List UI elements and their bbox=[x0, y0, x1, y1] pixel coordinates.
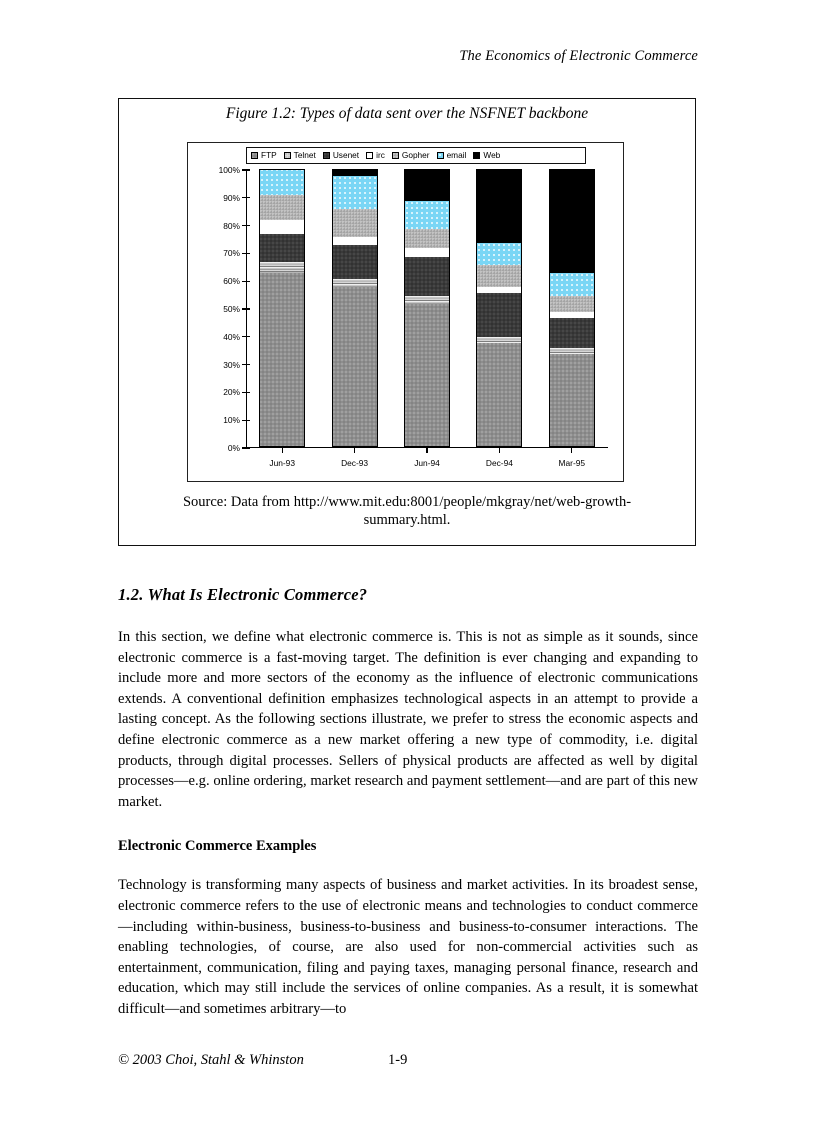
segment-usenet bbox=[477, 293, 521, 337]
segment-irc bbox=[405, 248, 449, 256]
legend-label: FTP bbox=[261, 150, 277, 161]
ftp-swatch-icon bbox=[251, 152, 258, 159]
segment-ftp bbox=[260, 273, 304, 445]
segment-web bbox=[477, 169, 521, 243]
segment-gopher bbox=[550, 296, 594, 313]
segment-gopher bbox=[260, 195, 304, 220]
usenet-swatch-icon bbox=[323, 152, 330, 159]
y-axis-tick-label: 10% bbox=[223, 415, 240, 426]
y-axis-tick bbox=[242, 420, 250, 421]
legend-item-irc bbox=[366, 151, 385, 159]
y-axis-tick bbox=[242, 308, 250, 309]
x-axis-tick bbox=[426, 448, 427, 453]
y-axis-tick bbox=[242, 225, 250, 226]
segment-telnet bbox=[477, 337, 521, 343]
chart-legend bbox=[246, 147, 586, 164]
figure-caption: Figure 1.2: Types of data sent over the NSFNET backbone bbox=[225, 105, 589, 122]
y-axis-tick bbox=[242, 281, 250, 282]
segment-irc bbox=[260, 220, 304, 234]
y-axis-tick-label: 70% bbox=[223, 248, 240, 259]
paragraph-2: Technology is transforming many aspects of business and market activities. In its broadest sense, electronic commerce refers to the use of electronic means and technologies to conduct commerce—including within-business, business-to-business and business-to-consumer interactions. The enabling technologies, of course, are also used for non-commercial activities such as entertainment, communication, filing and paying taxes, managing personal finance, research and education, which may still include the services of online companies. As a result, it is somewhat difficult—and sometimes arbitrary—to bbox=[118, 877, 698, 1017]
segment-ftp bbox=[477, 343, 521, 446]
segment-usenet bbox=[260, 234, 304, 262]
y-axis-tick-label: 30% bbox=[223, 359, 240, 370]
y-axis-tick bbox=[242, 197, 250, 198]
x-axis-tick bbox=[354, 448, 355, 453]
paragraph-1: In this section, we define what electronic commerce is. This is not as simple as it sounds, since electronic commerce is a fast-moving target. The definition is ever changing and expanding to include more and more sectors of the economy as the influence of electronic communications extends. A conventional definition emphasizes technological aspects in an attempt to provide a lasting concept. As the following sections illustrate, we prefer to stress the economic aspects and define electronic commerce as a new market offering a new type of commodity, i.e. digital products, through digital processes. Sellers of physical products are affected as well by digital processes—e.g. online ordering, market research and payment settlement—and are part of this new market. bbox=[118, 629, 698, 810]
segment-telnet bbox=[550, 348, 594, 354]
x-axis-tick bbox=[282, 448, 283, 453]
legend-item-telnet bbox=[284, 151, 316, 159]
running-head: The Economics of Electronic Commerce bbox=[459, 48, 698, 64]
segment-email bbox=[550, 273, 594, 295]
legend-label: Web bbox=[483, 150, 501, 161]
segment-ftp bbox=[405, 304, 449, 446]
legend-item-gopher bbox=[392, 151, 430, 159]
footer-page-number: 1-9 bbox=[388, 1052, 408, 1068]
bar-mar-95 bbox=[549, 169, 595, 447]
chart-frame bbox=[187, 142, 624, 482]
segment-telnet bbox=[260, 262, 304, 273]
y-axis-tick bbox=[242, 447, 250, 448]
legend-item-ftp bbox=[251, 151, 277, 159]
email-swatch-icon bbox=[437, 152, 444, 159]
irc-swatch-icon bbox=[366, 152, 373, 159]
y-axis-tick-label: 50% bbox=[223, 304, 240, 314]
legend-item-web bbox=[473, 151, 500, 159]
telnet-swatch-icon bbox=[284, 152, 291, 159]
y-axis-tick bbox=[242, 336, 250, 337]
bar-jun-94 bbox=[404, 169, 450, 447]
y-axis-tick bbox=[242, 364, 250, 365]
body-content bbox=[118, 585, 698, 1020]
figure-box bbox=[118, 98, 696, 546]
y-axis-tick bbox=[242, 392, 250, 393]
x-axis-tick-label: Jun-94 bbox=[414, 458, 440, 468]
chart-plot-area bbox=[218, 165, 608, 468]
legend-label: Telnet bbox=[293, 150, 316, 161]
x-axis-tick bbox=[571, 448, 572, 453]
footer-copyright: © 2003 Choi, Stahl & Whinston bbox=[118, 1052, 304, 1068]
legend-item-email bbox=[437, 151, 467, 159]
x-axis-tick-label: Jun-93 bbox=[269, 458, 295, 468]
segment-email bbox=[477, 243, 521, 265]
segment-gopher bbox=[405, 229, 449, 248]
segment-email bbox=[405, 201, 449, 229]
segment-irc bbox=[477, 287, 521, 293]
segment-gopher bbox=[477, 265, 521, 287]
gopher-swatch-icon bbox=[392, 152, 399, 159]
segment-telnet bbox=[333, 279, 377, 287]
y-axis-tick-label: 40% bbox=[223, 331, 240, 342]
legend-item-usenet bbox=[323, 151, 359, 159]
segment-usenet bbox=[333, 245, 377, 278]
x-axis-tick-label: Mar-95 bbox=[558, 458, 586, 468]
y-axis-tick-label: 20% bbox=[223, 387, 240, 398]
segment-ftp bbox=[550, 354, 594, 446]
segment-telnet bbox=[405, 296, 449, 304]
segment-web bbox=[405, 169, 449, 201]
x-axis-tick bbox=[499, 448, 500, 453]
segment-email bbox=[260, 169, 304, 196]
x-axis-tick-label: Dec-94 bbox=[485, 458, 513, 468]
x-axis-tick-label: Dec-93 bbox=[341, 458, 369, 468]
segment-usenet bbox=[405, 257, 449, 296]
legend-label: irc bbox=[376, 150, 385, 161]
segment-irc bbox=[333, 237, 377, 245]
page-footer bbox=[118, 1052, 698, 1072]
segment-ftp bbox=[333, 287, 377, 445]
segment-usenet bbox=[550, 318, 594, 349]
segment-gopher bbox=[333, 209, 377, 237]
segment-web bbox=[333, 169, 377, 176]
y-axis-tick-label: 80% bbox=[223, 220, 240, 231]
y-axis-tick bbox=[242, 169, 250, 170]
segment-email bbox=[333, 176, 377, 209]
y-axis-tick-label: 100% bbox=[218, 165, 240, 175]
legend-label: Gopher bbox=[401, 150, 430, 161]
y-axis-tick bbox=[242, 253, 250, 254]
y-axis-tick-label: 90% bbox=[223, 192, 240, 203]
web-swatch-icon bbox=[473, 152, 480, 159]
subsection-heading: Electronic Commerce Examples bbox=[118, 838, 317, 855]
bar-dec-93 bbox=[332, 169, 378, 447]
bar-dec-94 bbox=[476, 169, 522, 447]
segment-web bbox=[550, 169, 594, 274]
y-axis-tick-label: 0% bbox=[227, 443, 240, 453]
legend-label: email bbox=[446, 150, 467, 161]
segment-irc bbox=[550, 312, 594, 318]
figure-source-note: Source: Data from http://www.mit.edu:8001/people/mkgray/net/web-growth-summary.html. bbox=[182, 494, 632, 529]
legend-label: Usenet bbox=[332, 150, 360, 161]
bar-jun-93 bbox=[259, 169, 305, 447]
section-heading: 1.2. What Is Electronic Commerce? bbox=[118, 585, 368, 604]
y-axis-tick-label: 60% bbox=[223, 276, 240, 287]
